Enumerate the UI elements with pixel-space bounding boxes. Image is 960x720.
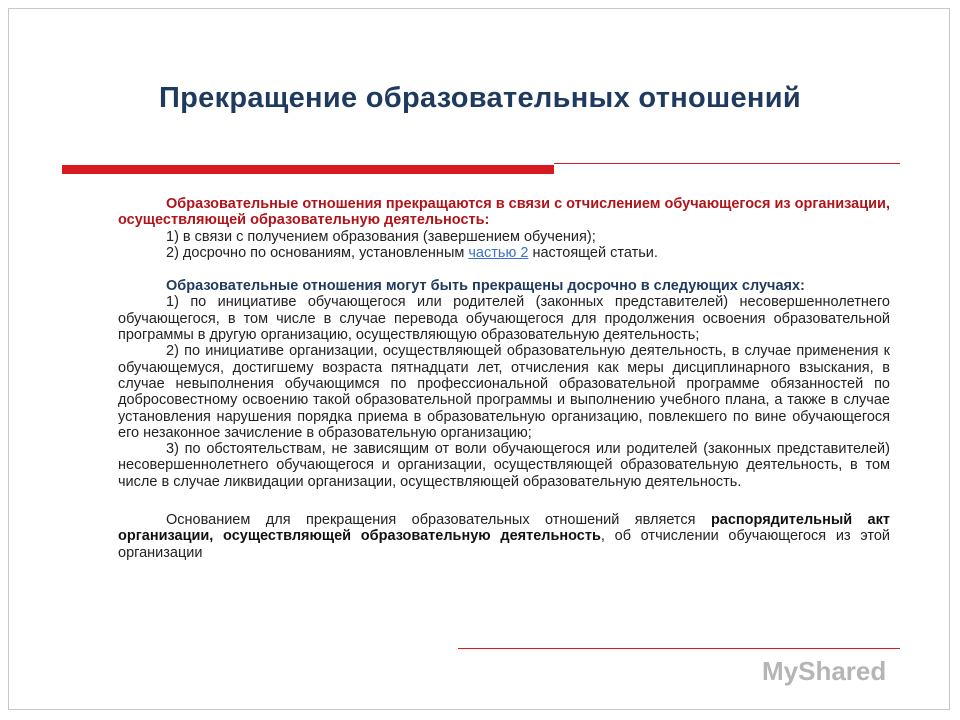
- section2-heading: Образовательные отношения могут быть прекращены досрочно в следующих случаях:: [166, 278, 805, 295]
- section1-heading: Образовательные отношения прекращаются в связи с отчислением обучающегося из организации, осуществляющей образовательную деятельность:: [118, 196, 890, 229]
- section1-item1: 1) в связи с получением образования (завершением обучения);: [166, 228, 596, 245]
- watermark-logo: MyShared: [762, 656, 887, 686]
- title-underline-thin: [554, 163, 900, 164]
- title-underline-thick: [62, 165, 554, 174]
- bottom-divider: [458, 648, 900, 649]
- slide-body: [118, 196, 890, 561]
- section3-lead: Основанием для прекращения образовательных отношений является: [166, 512, 711, 529]
- spacer: [118, 261, 890, 278]
- section2-item2: 2) по инициативе организации, осуществляющей образовательную деятельность, в случае применения к обучающемуся, достигшему возраста пятнадцати лет, отчисления как меры дисциплинарного взыскания, в случае невыполнения обучающимся по профессиональной образовательной программе обязанностей по добросовестному освоению такой образовательной программы и выполнению учебного плана, а также в случае установления нарушения порядка приема в образовательную организацию, повлекшего по вине обучающегося его незаконное зачисление в образовательную организацию;: [118, 343, 890, 441]
- section1-item2-tail: настоящей статьи.: [528, 244, 658, 261]
- section3-tail: , об отчислении обучающегося из этой организации: [118, 528, 891, 561]
- section1-item2-text: 2) досрочно по основаниям, установленным: [166, 244, 469, 261]
- part2-link[interactable]: частью 2: [468, 244, 529, 261]
- section2-item3: 3) по обстоятельствам, не зависящим от воли обучающегося или родителей (законных представителей) несовершеннолетнего обучающегося и организации, осуществляющей образовательную деятельность, в том числе в случае ликвидации организации, осуществляющей образовательную деятельность.: [118, 441, 890, 490]
- slide-title: Прекращение образовательных отношений: [158, 82, 802, 114]
- spacer: [118, 490, 890, 512]
- section2-item1: 1) по инициативе обучающегося или родителей (законных представителей) несовершеннолетнего обучающегося, в том числе в случае перевода обучающегося для продолжения освоения образовательной программы в другую организацию, осуществляющую образовательную деятельность;: [118, 294, 890, 344]
- section3-paragraph: [118, 512, 890, 561]
- section1-item2: [118, 245, 890, 261]
- section3-bold: распорядительный акт организации, осуществляющей образовательную деятельность: [118, 512, 890, 545]
